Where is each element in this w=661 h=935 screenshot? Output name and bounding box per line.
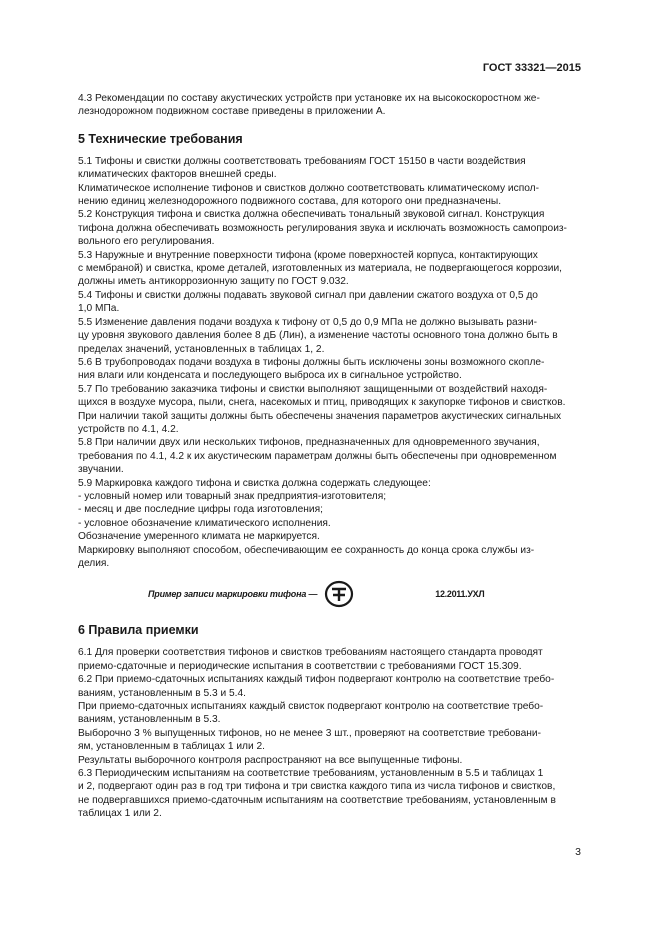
text-line: ваниям, установленным в 5.3. xyxy=(78,714,221,726)
text-line: и 2, подвергают один раз в год три тифона и три свистка каждого типа из числа тифонов и свистков, xyxy=(78,781,556,793)
text-line: Обозначение умеренного климата не маркируется. xyxy=(78,531,320,543)
text-line: не подвергавшихся приемо-сдаточным испытаниям на соответствие требованиям, установленным в xyxy=(78,794,556,806)
text-line: пределах значений, установленных в таблицах 1, 2. xyxy=(78,343,325,355)
text-line: приемо-сдаточные и периодические испытания в соответствии с требованиями ГОСТ 15.309. xyxy=(78,660,522,672)
text-line: тифона должна обеспечивать возможность регулирования звука и исключать возможность самопроиз- xyxy=(78,222,567,234)
text-line: 6.2 При приемо-сдаточных испытаниях каждый тифон подвергают контролю на соответствие требо- xyxy=(78,674,555,686)
text-line: 1,0 МПа. xyxy=(78,303,120,315)
text-line: - условный номер или товарный знак предприятия-изготовителя; xyxy=(78,490,387,502)
text-line: делия. xyxy=(78,558,110,569)
section-6-title: 6 Правила приемки xyxy=(78,623,199,638)
text-line: 5.3 Наружные и внутренние поверхности тифона (кроме поверхностей корпуса, контактирующих xyxy=(78,249,538,261)
text-line: Маркировку выполняют способом, обеспечивающим ее сохранность до конца срока службы из- xyxy=(78,544,535,556)
text-line: должны иметь антикоррозионную защиту по ГОСТ 9.032. xyxy=(78,276,349,288)
marking-example-label: Пример записи маркировки тифона — xyxy=(148,588,318,599)
text-line: звучании. xyxy=(78,464,124,476)
text-line: 5.9 Маркировка каждого тифона и свистка должна содержать следующее: xyxy=(78,477,431,489)
text-line: 5.2 Конструкция тифона и свистка должна обеспечивать тональный звуковой сигнал. Конструкция xyxy=(78,209,545,221)
text-line: ния влаги или конденсата и последующего выброса их в сигнальное устройство. xyxy=(78,370,462,382)
text-line: вольного его регулирования. xyxy=(78,236,215,248)
section-5-body xyxy=(78,155,581,571)
marking-example-code: 12.2011.УХЛ xyxy=(435,588,485,599)
text-line: При приемо-сдаточных испытаниях каждый свисток подвергают контролю на соответствие требо- xyxy=(78,701,544,713)
text-line: 5.7 По требованию заказчика тифоны и свистки выполняют защищенными от воздействий находя- xyxy=(78,383,548,395)
text-line: 5.8 При наличии двух или нескольких тифонов, предназначенных для одновременного звучания, xyxy=(78,437,540,449)
text-line: 5.6 В трубопроводах подачи воздуха в тифоны должны быть исключены зоны возможного скопле- xyxy=(78,356,545,368)
marking-example xyxy=(148,580,581,608)
text-line: устройств по 4.1, 4.2. xyxy=(78,423,179,435)
text-line: лезнодорожном подвижном составе приведены в приложении А. xyxy=(78,106,386,118)
text-line: 5.1 Тифоны и свистки должны соответствовать требованиям ГОСТ 15150 в части воздействия xyxy=(78,155,526,167)
text-line: Климатическое исполнение тифонов и свистков должно соответствовать климатическому испол- xyxy=(78,182,539,194)
text-line: с мембраной) и свистка, кроме деталей, изготовленных из материала, не подвергающегося коррозии, xyxy=(78,263,563,275)
text-line: таблицах 1 или 2. xyxy=(78,808,162,820)
text-line: При наличии такой защиты должны быть обеспечены значения параметров акустических сигнальных xyxy=(78,410,562,422)
text-line: - условное обозначение климатического исполнения. xyxy=(78,517,331,529)
intro-paragraph xyxy=(78,92,581,119)
text-line: Выборочно 3 % выпущенных тифонов, но не менее 3 шт., проверяют на соответствие требовани- xyxy=(78,727,541,739)
section-6-body xyxy=(78,646,581,820)
text-line: требования по 4.1, 4.2 к их акустическим параметрам должны быть обеспечены при одновременном xyxy=(78,450,557,462)
text-line: 5.5 Изменение давления подачи воздуха к тифону от 0,5 до 0,9 МПа не должно вызывать разни- xyxy=(78,316,537,328)
text-line: Результаты выборочного контроля распространяют на все выпущенные тифоны. xyxy=(78,754,463,766)
conformity-mark-icon xyxy=(323,580,355,608)
text-line: - месяц и две последние цифры года изготовления; xyxy=(78,504,323,516)
section-5-title: 5 Технические требования xyxy=(78,131,243,146)
text-line: 5.4 Тифоны и свистки должны подавать звуковой сигнал при давлении сжатого воздуха от 0,5 до xyxy=(78,289,538,301)
text-line: 4.3 Рекомендации по составу акустических устройств при установке их на высокоскоростном же- xyxy=(78,93,540,104)
text-line: щихся в воздухе мусора, пыли, снега, насекомых и птиц, приводящих к закупорке тифонов и свистков. xyxy=(78,397,566,409)
text-line: цу уровня звукового давления более 8 дБ (Лин), а изменение частоты основного тона должно быть в xyxy=(78,330,558,342)
text-line: нению единиц железнодорожного подвижного состава, для которого они предназначены. xyxy=(78,196,502,208)
text-line: ваниям, установленным в 5.3 и 5.4. xyxy=(78,687,246,699)
text-line: 6.1 Для проверки соответствия тифонов и свистков требованиям настоящего стандарта проводят xyxy=(78,647,543,659)
text-line: ям, установленным в таблицах 1 или 2. xyxy=(78,741,266,753)
page-number: 3 xyxy=(575,846,581,858)
document-id: ГОСТ 33321—2015 xyxy=(482,62,581,74)
document-body xyxy=(78,92,581,821)
text-line: климатических факторов внешней среды. xyxy=(78,169,277,181)
text-line: 6.3 Периодическим испытаниям на соответствие требованиям, установленным в 5.5 и таблицах 1 xyxy=(78,768,544,780)
